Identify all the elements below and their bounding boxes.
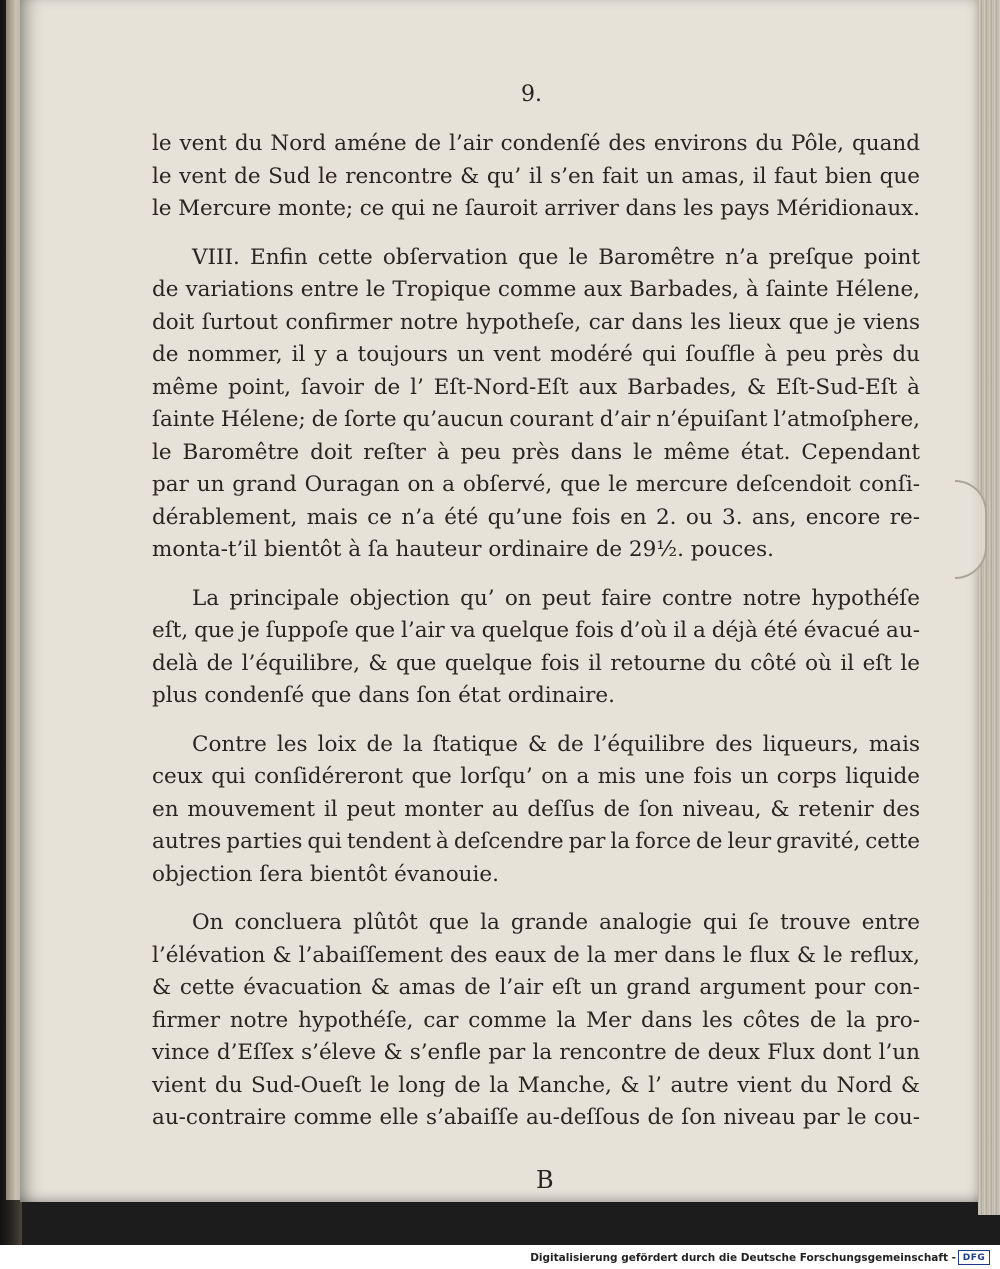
text-line: On concluera plûtôt que la grande analogie qui ſe trouve entre xyxy=(192,910,920,935)
text-line: eſt, que je ſuppoſe que l’air va quelque fois d’où il a déjà été évacué au- xyxy=(152,618,920,643)
text-line: le vent de Sud le rencontre & qu’ il s’en fait un amas, il faut bien que xyxy=(152,163,920,189)
text-line: firmer notre hypothéſe, car comme la Mer dans les côtes de la pro- xyxy=(152,1007,920,1033)
text-line: ceux qui conſidéreront que lorſqu’ on a mis une fois un corps liquide xyxy=(152,764,920,789)
signature-mark: B xyxy=(536,1166,554,1194)
text-line: plus condenſé que dans ſon état ordinaire. xyxy=(152,683,615,708)
text-line: de nommer, il y a toujours un vent modéré qui ſouſfle à peu près du xyxy=(152,342,920,367)
paragraph xyxy=(152,729,920,892)
text-line: de variations entre le Tropique comme aux Barbades, à ſainte Hélene, xyxy=(152,277,920,302)
text-line: La principale objection qu’ on peut faire contre notre hypothéſe xyxy=(192,585,920,611)
digitization-credit: Digitalisierung gefördert durch die Deutsche Forschungsgemeinschaft - xyxy=(530,1252,956,1264)
text-line: vince d’Eſſex s’éleve & s’enfle par la rencontre de deux Flux dont l’un xyxy=(152,1040,920,1065)
text-line: VIII. Enfin cette obſervation que le Baromêtre n’a preſque point xyxy=(192,244,920,270)
dfg-logo: DFG xyxy=(958,1250,990,1265)
text-line: & cette évacuation & amas de l’air eſt un grand argument pour con- xyxy=(152,975,920,1000)
text-line: par un grand Ouragan on a obſervé, que le mercure deſcendoit conſi- xyxy=(152,472,920,497)
paragraph xyxy=(152,907,920,1135)
paragraph xyxy=(152,242,920,567)
text-line: le vent du Nord améne de l’air condenſé des environs du Pôle, quand xyxy=(152,131,920,156)
body-text xyxy=(152,128,920,1135)
text-line: même point, ſavoir de l’ Eſt-Nord-Eſt aux Barbades, & Eſt-Sud-Eſt à xyxy=(152,374,920,400)
page-stack-edge xyxy=(978,0,1000,1215)
text-line: monta-t’il bientôt à ſa hauteur ordinaire de 29½. pouces. xyxy=(152,537,774,562)
paragraph xyxy=(152,128,920,226)
text-line: objection ſera bientôt évanouie. xyxy=(152,861,499,887)
text-line: au-contraire comme elle s’abaiſſe au-deſſous de ſon niveau par le cou- xyxy=(152,1105,920,1130)
text-line: autres parties qui tendent à deſcendre par la force de leur gravité, cette xyxy=(152,829,920,854)
text-line: ſainte Hélene; de ſorte qu’aucun courant d’air n’épuiſant l’atmoſphere, xyxy=(152,407,920,432)
text-line: l’élévation & l’abaiſſement des eaux de la mer dans le flux & le reflux, xyxy=(152,942,920,968)
text-line: dérablement, mais ce n’a été qu’une fois en 2. ou 3. ans, encore re- xyxy=(152,504,920,530)
paragraph xyxy=(152,583,920,713)
text-line: delà de l’équilibre, & que quelque fois il retourne du côté où il eſt le xyxy=(152,650,920,676)
text-line: en mouvement il peut monter au deſſus de ſon niveau, & retenir des xyxy=(152,796,920,822)
text-line: vient du Sud-Oueſt le long de la Manche, & l’ autre vient du Nord & xyxy=(152,1072,920,1098)
page-number: 9. xyxy=(521,82,542,107)
text-line: le Mercure monte; ce qui ne ſauroit arriver dans les pays Méridionaux. xyxy=(152,196,920,221)
text-line: Contre les loix de la ſtatique & de l’équilibre des liqueurs, mais xyxy=(192,731,920,757)
text-line: doit ſurtout confirmer notre hypotheſe, car dans les lieux que je viens xyxy=(152,309,920,335)
text-line: le Baromêtre doit reſter à peu près dans le même état. Cependant xyxy=(152,439,920,465)
